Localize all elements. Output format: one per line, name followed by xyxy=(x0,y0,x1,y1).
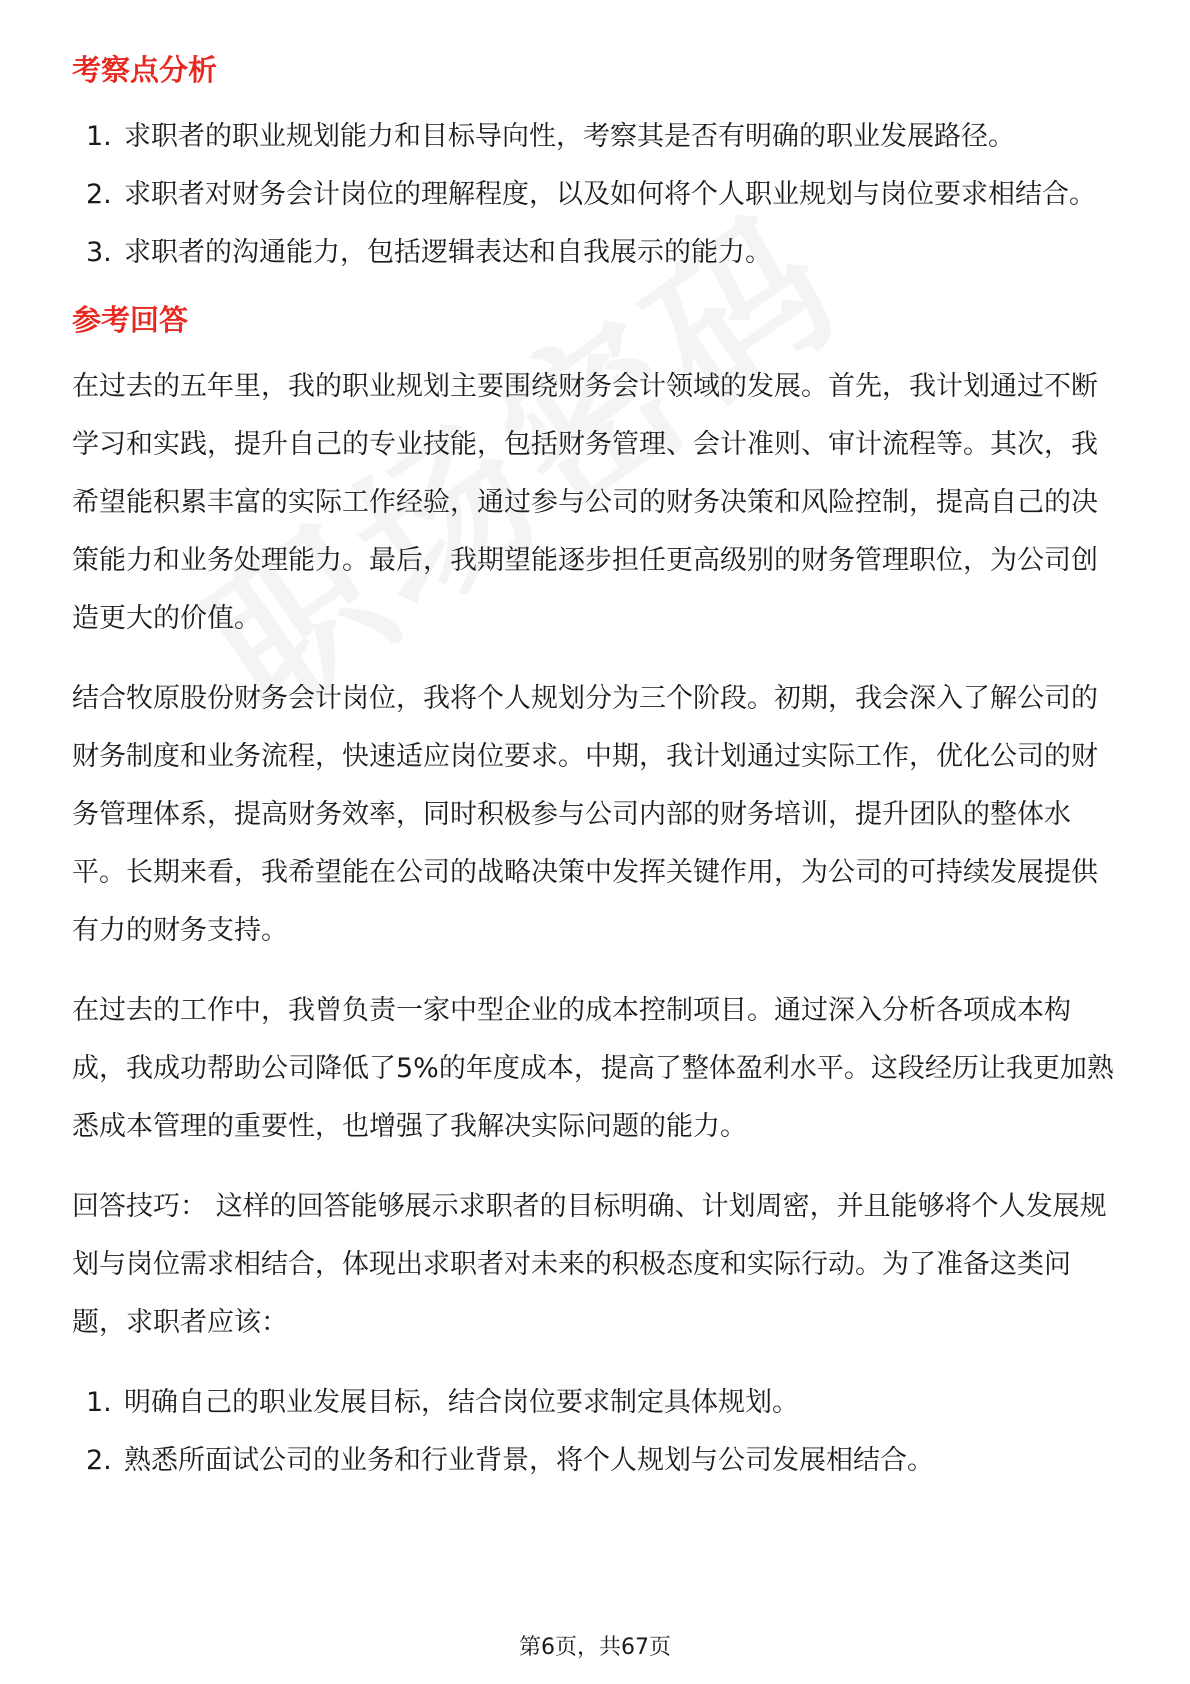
list-number: 1. xyxy=(86,1387,112,1418)
list-item xyxy=(72,166,1122,224)
list-item-text: 熟悉所面试公司的业务和行业背景，将个人规划与公司发展相结合。 xyxy=(124,1445,934,1476)
list-item-text: 求职者的沟通能力，包括逻辑表达和自我展示的能力。 xyxy=(124,237,772,268)
answer-paragraph: 结合牧原股份财务会计岗位，我将个人规划分为三个阶段。初期，我会深入了解公司的财务制度和业务流程，快速适应岗位要求。中期，我计划通过实际工作，优化公司的财务管理体系，提高财务效率，同时积极参与公司内部的财务培训，提升团队的整体水平。长期来看，我希望能在公司的战略决策中发挥关键作用，为公司的可持续发展提供有力的财务支持。 xyxy=(72,683,1098,946)
list-number: 2. xyxy=(86,1445,112,1476)
tips-list xyxy=(72,1374,1122,1490)
answer-paragraph: 在过去的五年里，我的职业规划主要围绕财务会计领域的发展。首先，我计划通过不断学习和实践，提升自己的专业技能，包括财务管理、会计准则、审计流程等。其次，我希望能积累丰富的实际工作经验，通过参与公司的财务决策和风险控制，提高自己的决策能力和业务处理能力。最后，我期望能逐步担任更高级别的财务管理职位，为公司创造更大的价值。 xyxy=(72,371,1098,634)
list-item xyxy=(72,1374,1122,1432)
section-title-reference-answer: 参考回答 xyxy=(72,303,189,337)
analysis-list xyxy=(72,108,1122,282)
tips-paragraph: 回答技巧： 这样的回答能够展示求职者的目标明确、计划周密，并且能够将个人发展规划与岗位需求相结合，体现出求职者对未来的积极态度和实际行动。为了准备这类问题，求职者应该： xyxy=(72,1191,1107,1338)
answer-paragraph: 在过去的工作中，我曾负责一家中型企业的成本控制项目。通过深入分析各项成本构成，我成功帮助公司降低了5%的年度成本，提高了整体盈利水平。这段经历让我更加熟悉成本管理的重要性，也增强了我解决实际问题的能力。 xyxy=(72,995,1114,1142)
list-item-text: 求职者的职业规划能力和目标导向性，考察其是否有明确的职业发展路径。 xyxy=(124,121,1015,152)
list-item xyxy=(72,108,1122,166)
list-item-text: 求职者对财务会计岗位的理解程度，以及如何将个人职业规划与岗位要求相结合。 xyxy=(124,179,1096,210)
list-item xyxy=(72,224,1122,282)
document-page xyxy=(72,40,1122,1490)
list-number: 1. xyxy=(86,121,112,152)
list-item-text: 明确自己的职业发展目标，结合岗位要求制定具体规划。 xyxy=(124,1387,799,1418)
list-number: 2. xyxy=(86,179,112,210)
list-item xyxy=(72,1432,1122,1490)
page-footer: 第6页，共67页 xyxy=(519,1635,671,1660)
list-number: 3. xyxy=(86,237,112,268)
section-title-analysis: 考察点分析 xyxy=(72,53,218,87)
